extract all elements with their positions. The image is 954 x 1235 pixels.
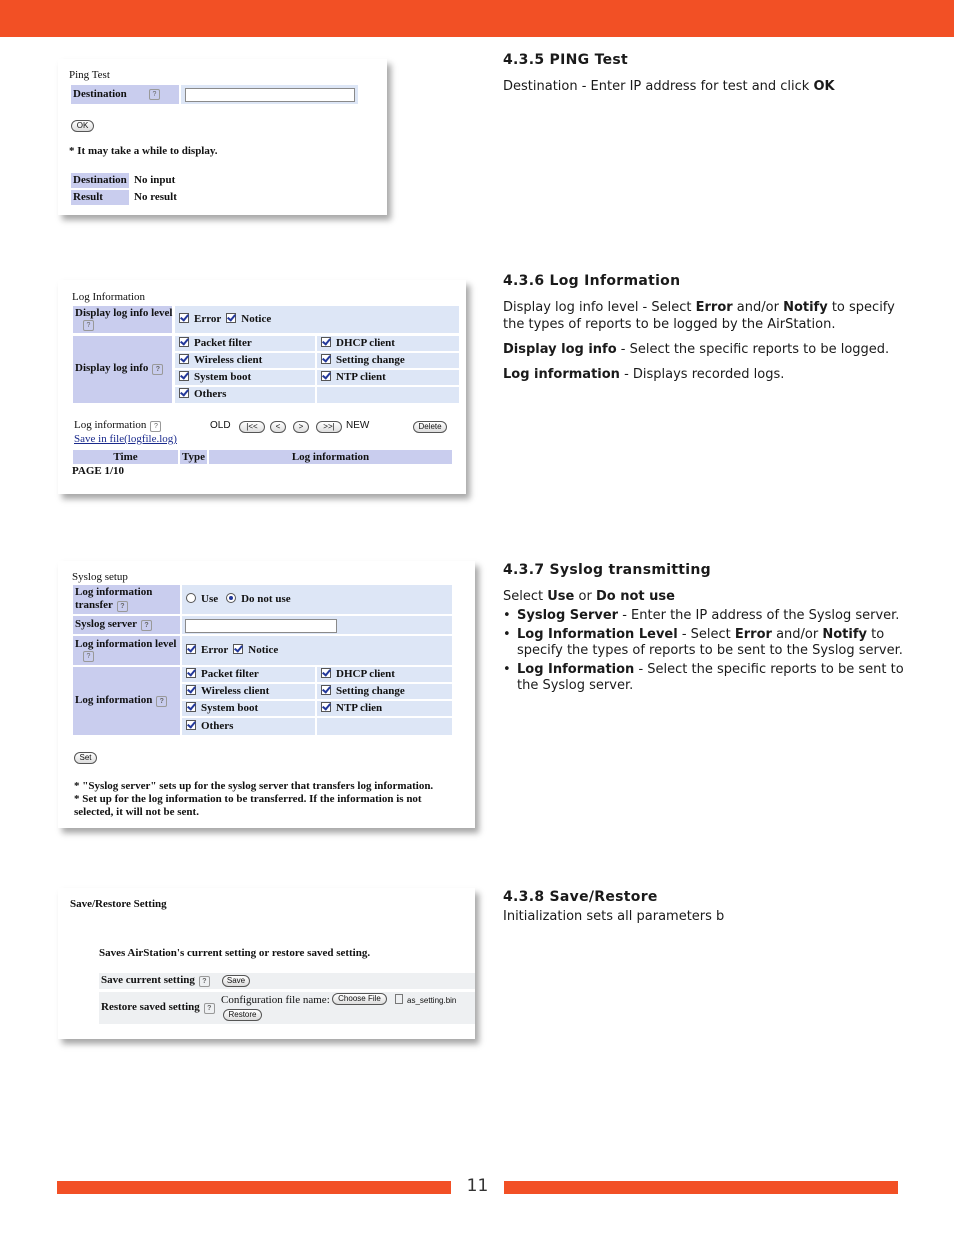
checkbox-icon[interactable] bbox=[179, 371, 189, 381]
ok-button[interactable]: OK bbox=[71, 120, 94, 132]
syslog-opt-others: Others bbox=[201, 720, 234, 732]
use-label: Use bbox=[201, 593, 219, 605]
log-opt-ntp-client: NTP client bbox=[336, 371, 386, 383]
ping-heading: 4.3.5 PING Test bbox=[503, 52, 628, 68]
destination-label-cell bbox=[71, 85, 179, 104]
save-current-label: Save current setting bbox=[101, 974, 195, 986]
result-destination-label: Destination bbox=[71, 173, 129, 188]
radio-not-use-icon[interactable] bbox=[226, 593, 236, 603]
log-opt-system-boot: System boot bbox=[194, 371, 252, 383]
help-icon[interactable]: ? bbox=[83, 651, 94, 662]
log-info-label: Display log info bbox=[75, 362, 149, 374]
grid-cell bbox=[317, 336, 459, 351]
log-p1-and: and/or bbox=[732, 300, 784, 315]
save-restore-screenshot bbox=[58, 888, 475, 1039]
syslog-setup-screenshot bbox=[58, 561, 475, 828]
server-label-cell bbox=[73, 616, 180, 634]
ping-desc-ok: OK bbox=[813, 79, 835, 94]
checkbox-icon[interactable] bbox=[179, 313, 189, 323]
grid-cell bbox=[182, 718, 315, 735]
checkbox-icon[interactable] bbox=[186, 668, 196, 678]
list-item bbox=[503, 627, 913, 659]
transfer-label-cell bbox=[73, 585, 180, 614]
transfer-label-1: Log information bbox=[75, 586, 153, 598]
syslog-level-label-cell bbox=[73, 636, 180, 665]
page-number: 11 bbox=[466, 1176, 489, 1196]
log-level-label: Display log info level bbox=[75, 307, 173, 319]
syslog-section-text bbox=[503, 562, 913, 697]
grid-cell bbox=[175, 336, 315, 351]
log-p3-term: Log information bbox=[503, 367, 620, 382]
grid-cell bbox=[317, 387, 459, 403]
syslog-note-2: * Set up for the log information to be transferred. If the information is not bbox=[74, 793, 422, 805]
transfer-label-2: transfer bbox=[75, 599, 113, 611]
syslog-b2-select: - Select bbox=[677, 627, 735, 642]
log-p2: - Select the specific reports to be logged. bbox=[616, 342, 890, 357]
checkbox-icon[interactable] bbox=[179, 354, 189, 364]
grid-cell bbox=[175, 387, 315, 403]
log-p1: Display log info level - Select bbox=[503, 300, 696, 315]
restore-desc-text: Initialization sets all parameters b bbox=[503, 909, 725, 924]
save-in-file-link[interactable]: Save in file(logfile.log) bbox=[74, 433, 177, 445]
help-icon[interactable]: ? bbox=[199, 976, 210, 987]
checkbox-icon[interactable] bbox=[321, 702, 331, 712]
grid-cell bbox=[317, 718, 452, 735]
log-p3: - Displays recorded logs. bbox=[619, 367, 785, 382]
prev-page-button[interactable]: < bbox=[270, 421, 286, 433]
syslog-level-label: Log information level bbox=[75, 638, 177, 650]
restore-heading: 4.3.8 Save/Restore bbox=[503, 889, 658, 905]
checkbox-icon[interactable] bbox=[179, 388, 189, 398]
restore-section-text bbox=[503, 889, 913, 933]
checkbox-icon[interactable] bbox=[233, 644, 243, 654]
next-page-button[interactable]: > bbox=[293, 421, 309, 433]
list-item bbox=[503, 662, 913, 694]
syslog-b3-term: Log Information bbox=[517, 662, 635, 677]
syslog-b2-notify: Notify bbox=[822, 627, 867, 642]
help-icon[interactable]: ? bbox=[204, 1003, 215, 1014]
top-accent-bar bbox=[0, 0, 954, 37]
log-level-error: Error bbox=[194, 313, 222, 325]
log-opt-setting-change: Setting change bbox=[336, 354, 405, 366]
log-opt-packet-filter: Packet filter bbox=[194, 337, 252, 349]
new-label: NEW bbox=[346, 420, 370, 431]
restore-saved-label: Restore saved setting bbox=[101, 1001, 200, 1013]
help-icon[interactable]: ? bbox=[117, 601, 128, 612]
checkbox-icon[interactable] bbox=[186, 685, 196, 695]
syslog-level-field-cell bbox=[182, 636, 452, 665]
destination-label: Destination bbox=[73, 88, 127, 100]
checkbox-icon[interactable] bbox=[186, 644, 196, 654]
syslog-opt-setting-change: Setting change bbox=[336, 685, 405, 697]
syslog-intro-use: Use bbox=[547, 589, 575, 604]
log-p1-notify: Notify bbox=[783, 300, 828, 315]
checkbox-icon[interactable] bbox=[226, 313, 236, 323]
log-p2-term: Display log info bbox=[503, 342, 617, 357]
checkbox-icon[interactable] bbox=[321, 337, 331, 347]
result-destination-value: No input bbox=[134, 174, 176, 186]
save-button[interactable]: Save bbox=[222, 975, 250, 987]
ping-title: Ping Test bbox=[69, 69, 110, 81]
help-icon[interactable]: ? bbox=[149, 89, 160, 100]
syslog-b2-and: and/or bbox=[771, 627, 823, 642]
ping-test-screenshot bbox=[58, 59, 387, 215]
result-value: No result bbox=[134, 191, 177, 203]
checkbox-icon[interactable] bbox=[179, 337, 189, 347]
footer-bar-left bbox=[57, 1181, 451, 1194]
checkbox-icon[interactable] bbox=[321, 354, 331, 364]
ping-note: * It may take a while to display. bbox=[69, 145, 218, 157]
help-icon[interactable]: ? bbox=[150, 421, 161, 432]
page-indicator: PAGE 1/10 bbox=[72, 465, 125, 477]
syslog-level-error: Error bbox=[201, 644, 229, 656]
delete-button[interactable]: Delete bbox=[413, 421, 447, 433]
log-opt-wireless-client: Wireless client bbox=[194, 354, 263, 366]
log-info-nav-label: Log information bbox=[74, 419, 147, 431]
help-icon[interactable]: ? bbox=[83, 320, 94, 331]
restore-button[interactable]: Restore bbox=[223, 1009, 262, 1021]
syslog-server-label: Syslog server bbox=[75, 618, 138, 630]
log-section-text bbox=[503, 273, 913, 391]
config-file-label: Configuration file name: bbox=[221, 994, 330, 1006]
log-title: Log Information bbox=[72, 291, 146, 303]
syslog-intro-not-use: Do not use bbox=[595, 589, 675, 604]
checkbox-icon[interactable] bbox=[321, 685, 331, 695]
syslog-note-1: * "Syslog server" sets up for the syslog server that transfers log information. bbox=[74, 780, 434, 792]
syslog-heading: 4.3.7 Syslog transmitting bbox=[503, 562, 711, 578]
syslog-title: Syslog setup bbox=[72, 571, 128, 583]
syslog-b3: - Select the specific reports to be sent to the Syslog server. bbox=[517, 662, 904, 693]
col-log-information: Log information bbox=[209, 450, 452, 464]
checkbox-icon[interactable] bbox=[186, 702, 196, 712]
selected-filename: as_setting.bin bbox=[407, 996, 457, 1005]
not-use-label: Do not use bbox=[241, 593, 291, 605]
grid-cell bbox=[175, 353, 315, 368]
destination-input[interactable] bbox=[185, 88, 355, 102]
grid-cell bbox=[182, 667, 315, 682]
log-opt-dhcp-client: DHCP client bbox=[336, 337, 395, 349]
help-icon[interactable]: ? bbox=[141, 620, 152, 631]
transfer-field-cell bbox=[182, 585, 452, 614]
file-icon bbox=[395, 994, 403, 1004]
syslog-opt-ntp-client: NTP clien bbox=[336, 702, 383, 714]
syslog-bullets bbox=[503, 608, 913, 694]
checkbox-icon[interactable] bbox=[321, 371, 331, 381]
restore-title: Save/Restore Setting bbox=[70, 898, 167, 910]
checkbox-icon[interactable] bbox=[186, 720, 196, 730]
log-opt-others: Others bbox=[194, 388, 227, 400]
col-type: Type bbox=[181, 451, 206, 463]
grid-cell bbox=[317, 684, 452, 699]
syslog-level-notice: Notice bbox=[248, 644, 279, 656]
footer-bar-right bbox=[504, 1181, 898, 1194]
log-info-label-cell bbox=[73, 336, 172, 403]
syslog-opt-dhcp-client: DHCP client bbox=[336, 668, 395, 680]
grid-cell bbox=[182, 684, 315, 699]
result-label: Result bbox=[71, 190, 129, 205]
ping-desc: Destination - Enter IP address for test and click bbox=[503, 79, 814, 94]
grid-cell bbox=[317, 701, 452, 716]
syslog-info-label: Log information bbox=[75, 694, 153, 706]
log-p1-error: Error bbox=[695, 300, 733, 315]
restore-desc: Saves AirStation's current setting or restore saved setting. bbox=[99, 947, 371, 959]
syslog-b2-term: Log Information Level bbox=[517, 627, 678, 642]
syslog-b2-rest: to specify the types of reports to be sent to the Syslog server. bbox=[517, 627, 903, 658]
syslog-server-input[interactable] bbox=[185, 619, 337, 633]
help-icon[interactable]: ? bbox=[152, 364, 163, 375]
grid-cell bbox=[182, 701, 315, 716]
syslog-intro-or: or bbox=[574, 589, 596, 604]
syslog-intro: Select bbox=[503, 589, 548, 604]
grid-cell bbox=[317, 667, 452, 682]
syslog-b1-term: Syslog Server bbox=[517, 608, 619, 623]
log-heading: 4.3.6 Log Information bbox=[503, 273, 681, 289]
syslog-opt-packet-filter: Packet filter bbox=[201, 668, 259, 680]
checkbox-icon[interactable] bbox=[321, 668, 331, 678]
log-p1-rest: to specify the types of reports to be logged by the AirStation. bbox=[503, 300, 895, 332]
set-button[interactable]: Set bbox=[74, 752, 97, 764]
grid-cell bbox=[175, 370, 315, 385]
choose-file-button[interactable]: Choose File bbox=[332, 993, 387, 1005]
log-level-label-cell bbox=[73, 306, 172, 333]
help-icon[interactable]: ? bbox=[156, 696, 167, 707]
syslog-b2-error: Error bbox=[734, 627, 772, 642]
first-page-button[interactable]: |<< bbox=[239, 421, 265, 433]
grid-cell bbox=[317, 353, 459, 368]
col-time: Time bbox=[73, 450, 178, 464]
syslog-info-label-cell bbox=[73, 667, 180, 735]
ping-section-text bbox=[503, 52, 913, 103]
syslog-opt-wireless-client: Wireless client bbox=[201, 685, 270, 697]
log-information-screenshot bbox=[58, 280, 466, 494]
last-page-button[interactable]: >>| bbox=[316, 421, 342, 433]
radio-use-icon[interactable] bbox=[186, 593, 196, 603]
log-level-field-cell bbox=[175, 306, 459, 333]
log-level-notice: Notice bbox=[241, 313, 272, 325]
syslog-opt-system-boot: System boot bbox=[201, 702, 259, 714]
grid-cell bbox=[317, 370, 459, 385]
syslog-note-3: selected, it will not be sent. bbox=[74, 806, 199, 818]
old-label: OLD bbox=[210, 420, 231, 431]
syslog-b1: - Enter the IP address of the Syslog server. bbox=[618, 608, 900, 623]
list-item bbox=[503, 608, 913, 624]
